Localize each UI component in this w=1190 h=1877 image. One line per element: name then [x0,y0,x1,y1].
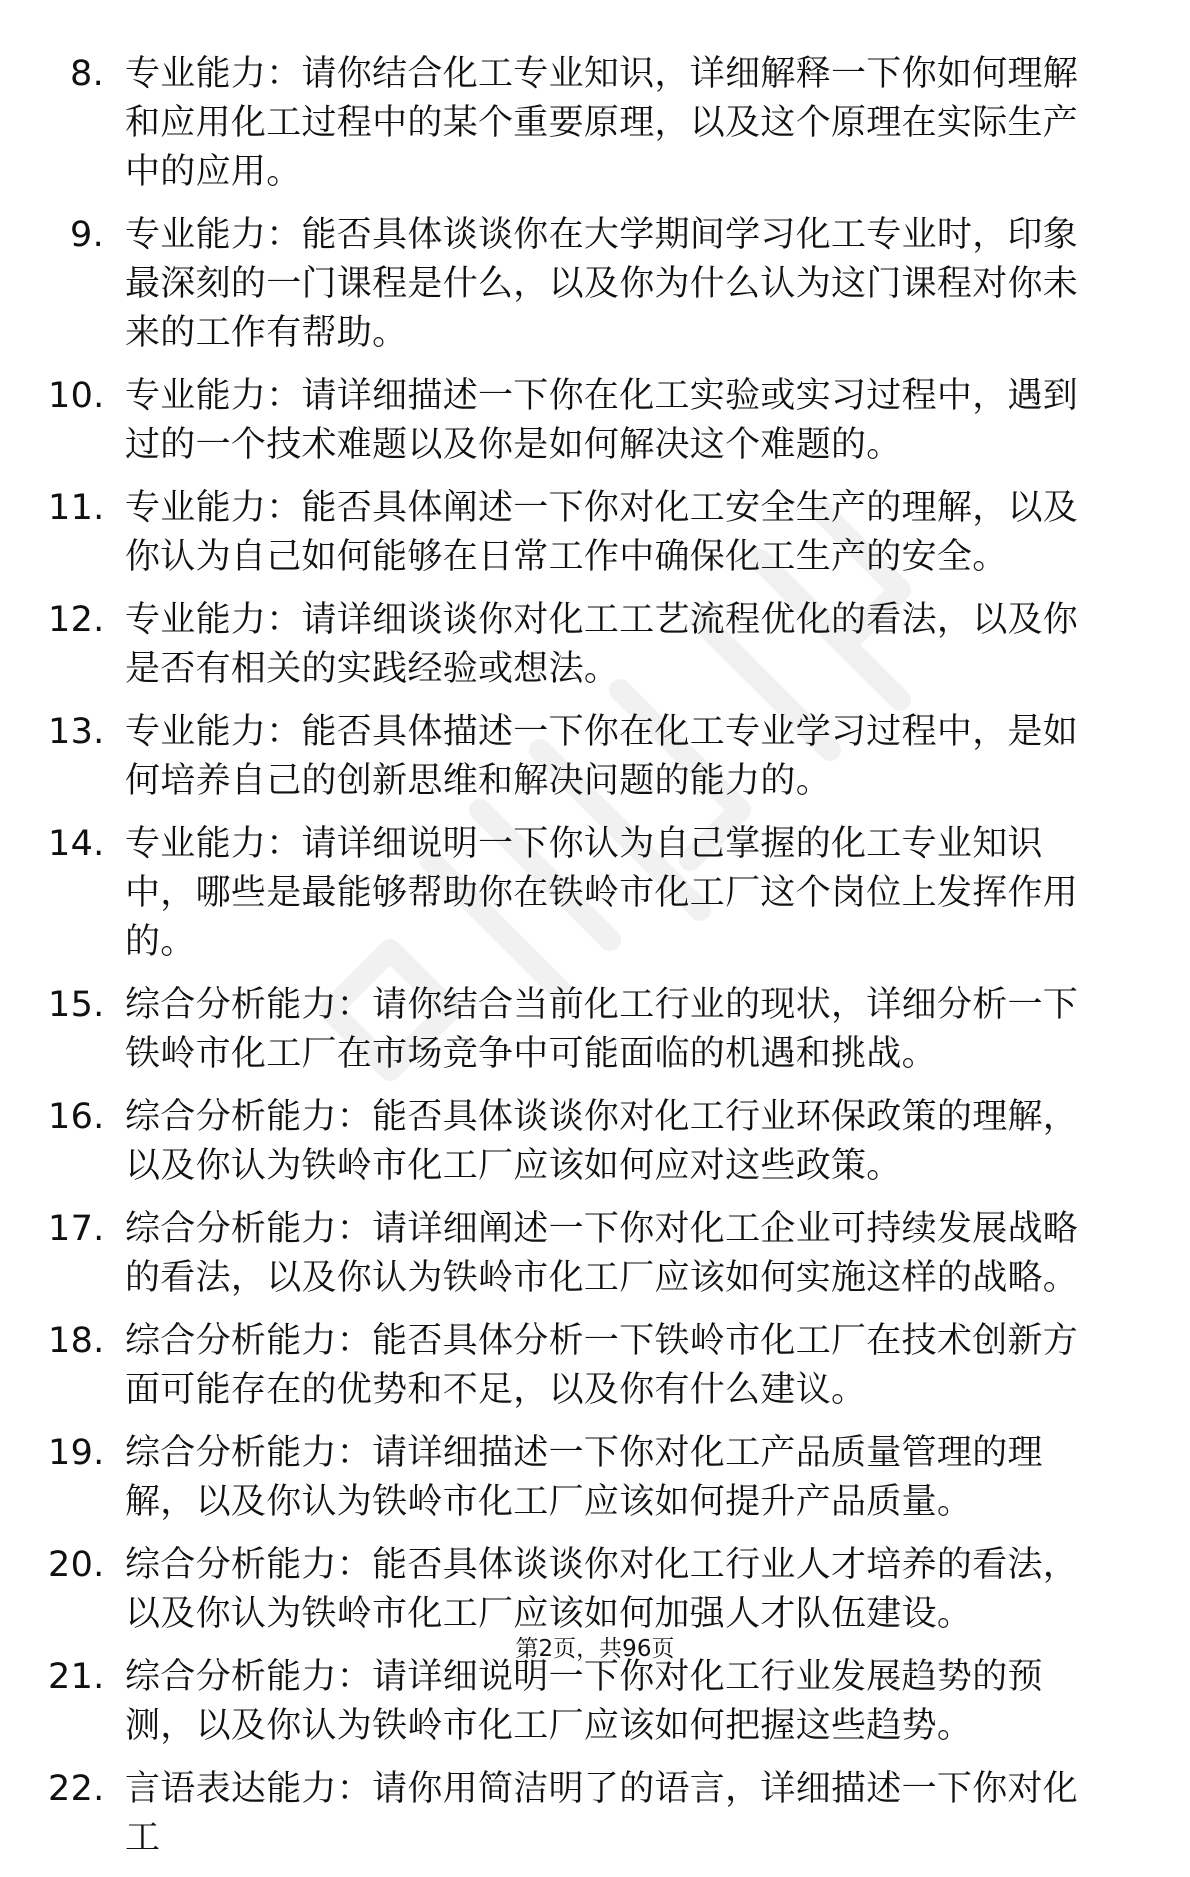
question-item-8 [48,50,1108,197]
question-text: 综合分析能力：能否具体谈谈你对化工行业环保政策的理解，以及你认为铁岭市化工厂应该如何应对这些政策。 [125,1097,1079,1186]
question-text: 专业能力：请详细说明一下你认为自己掌握的化工专业知识中，哪些是最能够帮助你在铁岭市化工厂这个岗位上发挥作用的。 [125,824,1079,962]
question-item-9 [48,211,1108,358]
question-number: 12. [48,600,105,640]
question-item-21 [48,1653,1108,1751]
question-item-17 [48,1205,1108,1303]
question-text: 专业能力：能否具体谈谈你在大学期间学习化工专业时，印象最深刻的一门课程是什么，以及你为什么认为这门课程对你未来的工作有帮助。 [125,215,1079,353]
question-item-19 [48,1429,1108,1527]
question-text: 综合分析能力：能否具体谈谈你对化工行业人才培养的看法，以及你认为铁岭市化工厂应该如何加强人才队伍建设。 [125,1545,1079,1634]
question-number: 8. [70,54,104,94]
question-item-13 [48,708,1108,806]
question-number: 21. [48,1657,105,1697]
question-number: 13. [48,712,105,752]
question-text: 综合分析能力：能否具体分析一下铁岭市化工厂在技术创新方面可能存在的优势和不足，以及你有什么建议。 [125,1321,1079,1410]
question-text: 专业能力：请详细描述一下你在化工实验或实习过程中，遇到过的一个技术难题以及你是如何解决这个难题的。 [125,376,1079,465]
question-text: 专业能力：请你结合化工专业知识，详细解释一下你如何理解和应用化工过程中的某个重要原理，以及这个原理在实际生产中的应用。 [125,54,1079,192]
question-text: 言语表达能力：请你用简洁明了的语言，详细描述一下你对化工 [125,1769,1079,1858]
question-item-16 [48,1093,1108,1191]
question-number: 14. [48,824,105,864]
question-item-18 [48,1317,1108,1415]
question-item-11 [48,484,1108,582]
question-number: 17. [48,1209,105,1249]
page-number-label: 第2页，共96页 [515,1636,675,1662]
question-number: 11. [48,488,105,528]
question-number: 22. [48,1769,105,1809]
question-text: 专业能力：请详细谈谈你对化工工艺流程优化的看法，以及你是否有相关的实践经验或想法。 [125,600,1079,689]
question-item-12 [48,596,1108,694]
question-text: 专业能力：能否具体描述一下你在化工专业学习过程中，是如何培养自己的创新思维和解决问题的能力的。 [125,712,1079,801]
question-number: 15. [48,985,105,1025]
question-item-14 [48,820,1108,967]
question-text: 综合分析能力：请你结合当前化工行业的现状，详细分析一下铁岭市化工厂在市场竞争中可能面临的机遇和挑战。 [125,985,1079,1074]
question-list [48,50,1108,1877]
question-text: 综合分析能力：请详细阐述一下你对化工企业可持续发展战略的看法，以及你认为铁岭市化工厂应该如何实施这样的战略。 [125,1209,1079,1298]
question-number: 20. [48,1545,105,1585]
page-footer [0,1634,1190,1664]
question-number: 9. [70,215,104,255]
question-item-22 [48,1765,1108,1863]
question-number: 18. [48,1321,105,1361]
question-text: 综合分析能力：请详细描述一下你对化工产品质量管理的理解，以及你认为铁岭市化工厂应该如何提升产品质量。 [125,1433,1043,1522]
question-number: 10. [48,376,105,416]
question-number: 19. [48,1433,105,1473]
question-item-15 [48,981,1108,1079]
question-number: 16. [48,1097,105,1137]
question-item-20 [48,1541,1108,1639]
question-item-10 [48,372,1108,470]
question-text: 专业能力：能否具体阐述一下你对化工安全生产的理解，以及你认为自己如何能够在日常工作中确保化工生产的安全。 [125,488,1079,577]
question-text: 综合分析能力：请详细说明一下你对化工行业发展趋势的预测，以及你认为铁岭市化工厂应该如何把握这些趋势。 [125,1657,1043,1746]
